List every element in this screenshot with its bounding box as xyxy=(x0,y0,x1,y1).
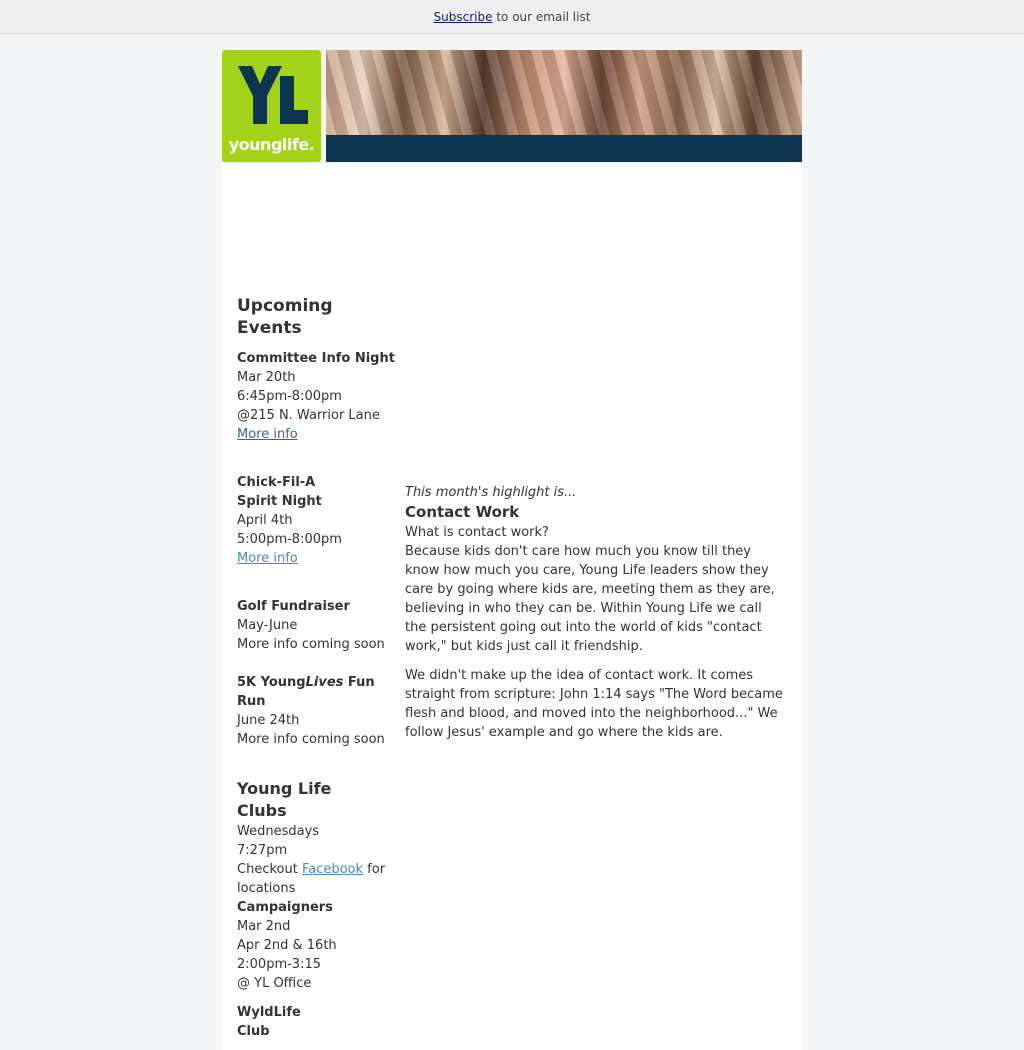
highlight-section xyxy=(405,483,785,752)
facebook-link[interactable]: Facebook xyxy=(301,862,364,877)
more-info-link[interactable]: More info xyxy=(237,427,298,442)
campaigners-date: Mar 2nd xyxy=(237,919,291,934)
header xyxy=(222,50,802,163)
event-title: 5K YoungLives Fun Run xyxy=(237,675,375,709)
campaigners-date: Apr 2nd & 16th xyxy=(237,938,337,953)
campaigners-time: 2:00pm-3:15 xyxy=(237,957,321,972)
highlight-paragraph: We didn't make up the idea of contact work. It comes straight from scripture: John 1:14 says "The Word became flesh and blood, and moved into the neighborhood..." We follow Jesus' example and go where the kids are. xyxy=(405,668,783,740)
event-item xyxy=(237,473,402,568)
more-info-link[interactable]: More info xyxy=(237,551,298,566)
highlight-title: Contact Work xyxy=(405,503,520,521)
highlight-question: What is contact work? xyxy=(405,525,549,540)
clubs-heading: Young Life Clubs xyxy=(237,779,332,820)
event-title: Golf Fundraiser xyxy=(237,599,350,614)
event-date: May-June xyxy=(237,618,298,633)
banner-bar xyxy=(326,135,802,162)
campaigners-title: Campaigners xyxy=(237,900,333,915)
events-heading: Upcoming Events xyxy=(237,296,333,338)
event-note: More info coming soon xyxy=(237,637,385,652)
event-item xyxy=(237,673,402,749)
sidebar xyxy=(237,295,402,1041)
event-title: Chick-Fil-A xyxy=(237,475,316,490)
logo-text: younglife. xyxy=(228,135,315,154)
event-title-line2: Spirit Night xyxy=(237,494,322,509)
event-date: Mar 20th xyxy=(237,370,296,385)
yl-monogram-icon xyxy=(236,62,308,128)
campaigners-location: @ YL Office xyxy=(237,976,312,991)
event-note: More info coming soon xyxy=(237,732,385,747)
event-time: 5:00pm-8:00pm xyxy=(237,532,342,547)
younglife-logo[interactable] xyxy=(222,50,321,162)
clubs-section xyxy=(237,778,402,1041)
header-banner xyxy=(326,50,802,162)
subscribe-bar xyxy=(0,0,1024,34)
subscribe-link[interactable]: Subscribe xyxy=(433,10,493,24)
highlight-intro: This month's highlight is... xyxy=(405,485,577,500)
subscribe-text: to our email list xyxy=(492,10,591,24)
newsletter-body xyxy=(222,50,802,1050)
event-title: Committee Info Night xyxy=(237,351,395,366)
event-time: 6:45pm-8:00pm xyxy=(237,389,342,404)
club-time: 7:27pm xyxy=(237,843,288,858)
wyldlife-title: WyldLife Club xyxy=(237,1005,301,1039)
event-item xyxy=(237,349,402,444)
event-item xyxy=(237,597,402,654)
event-date: April 4th xyxy=(237,513,293,528)
club-checkout: Checkout Facebook for locations xyxy=(237,862,386,896)
crowd-photo xyxy=(326,50,802,135)
club-day: Wednesdays xyxy=(237,824,320,839)
event-date: June 24th xyxy=(237,713,300,728)
event-location: @215 N. Warrior Lane xyxy=(237,408,380,423)
highlight-paragraph: Because kids don't care how much you know till they know how much you care, Young Life leaders show they care by going where kids are, meeting them as they are, believing in who they can be. Within Young Life we call the persistent going out into the world of kids "contact work," but kids just call it friendship. xyxy=(405,544,775,654)
